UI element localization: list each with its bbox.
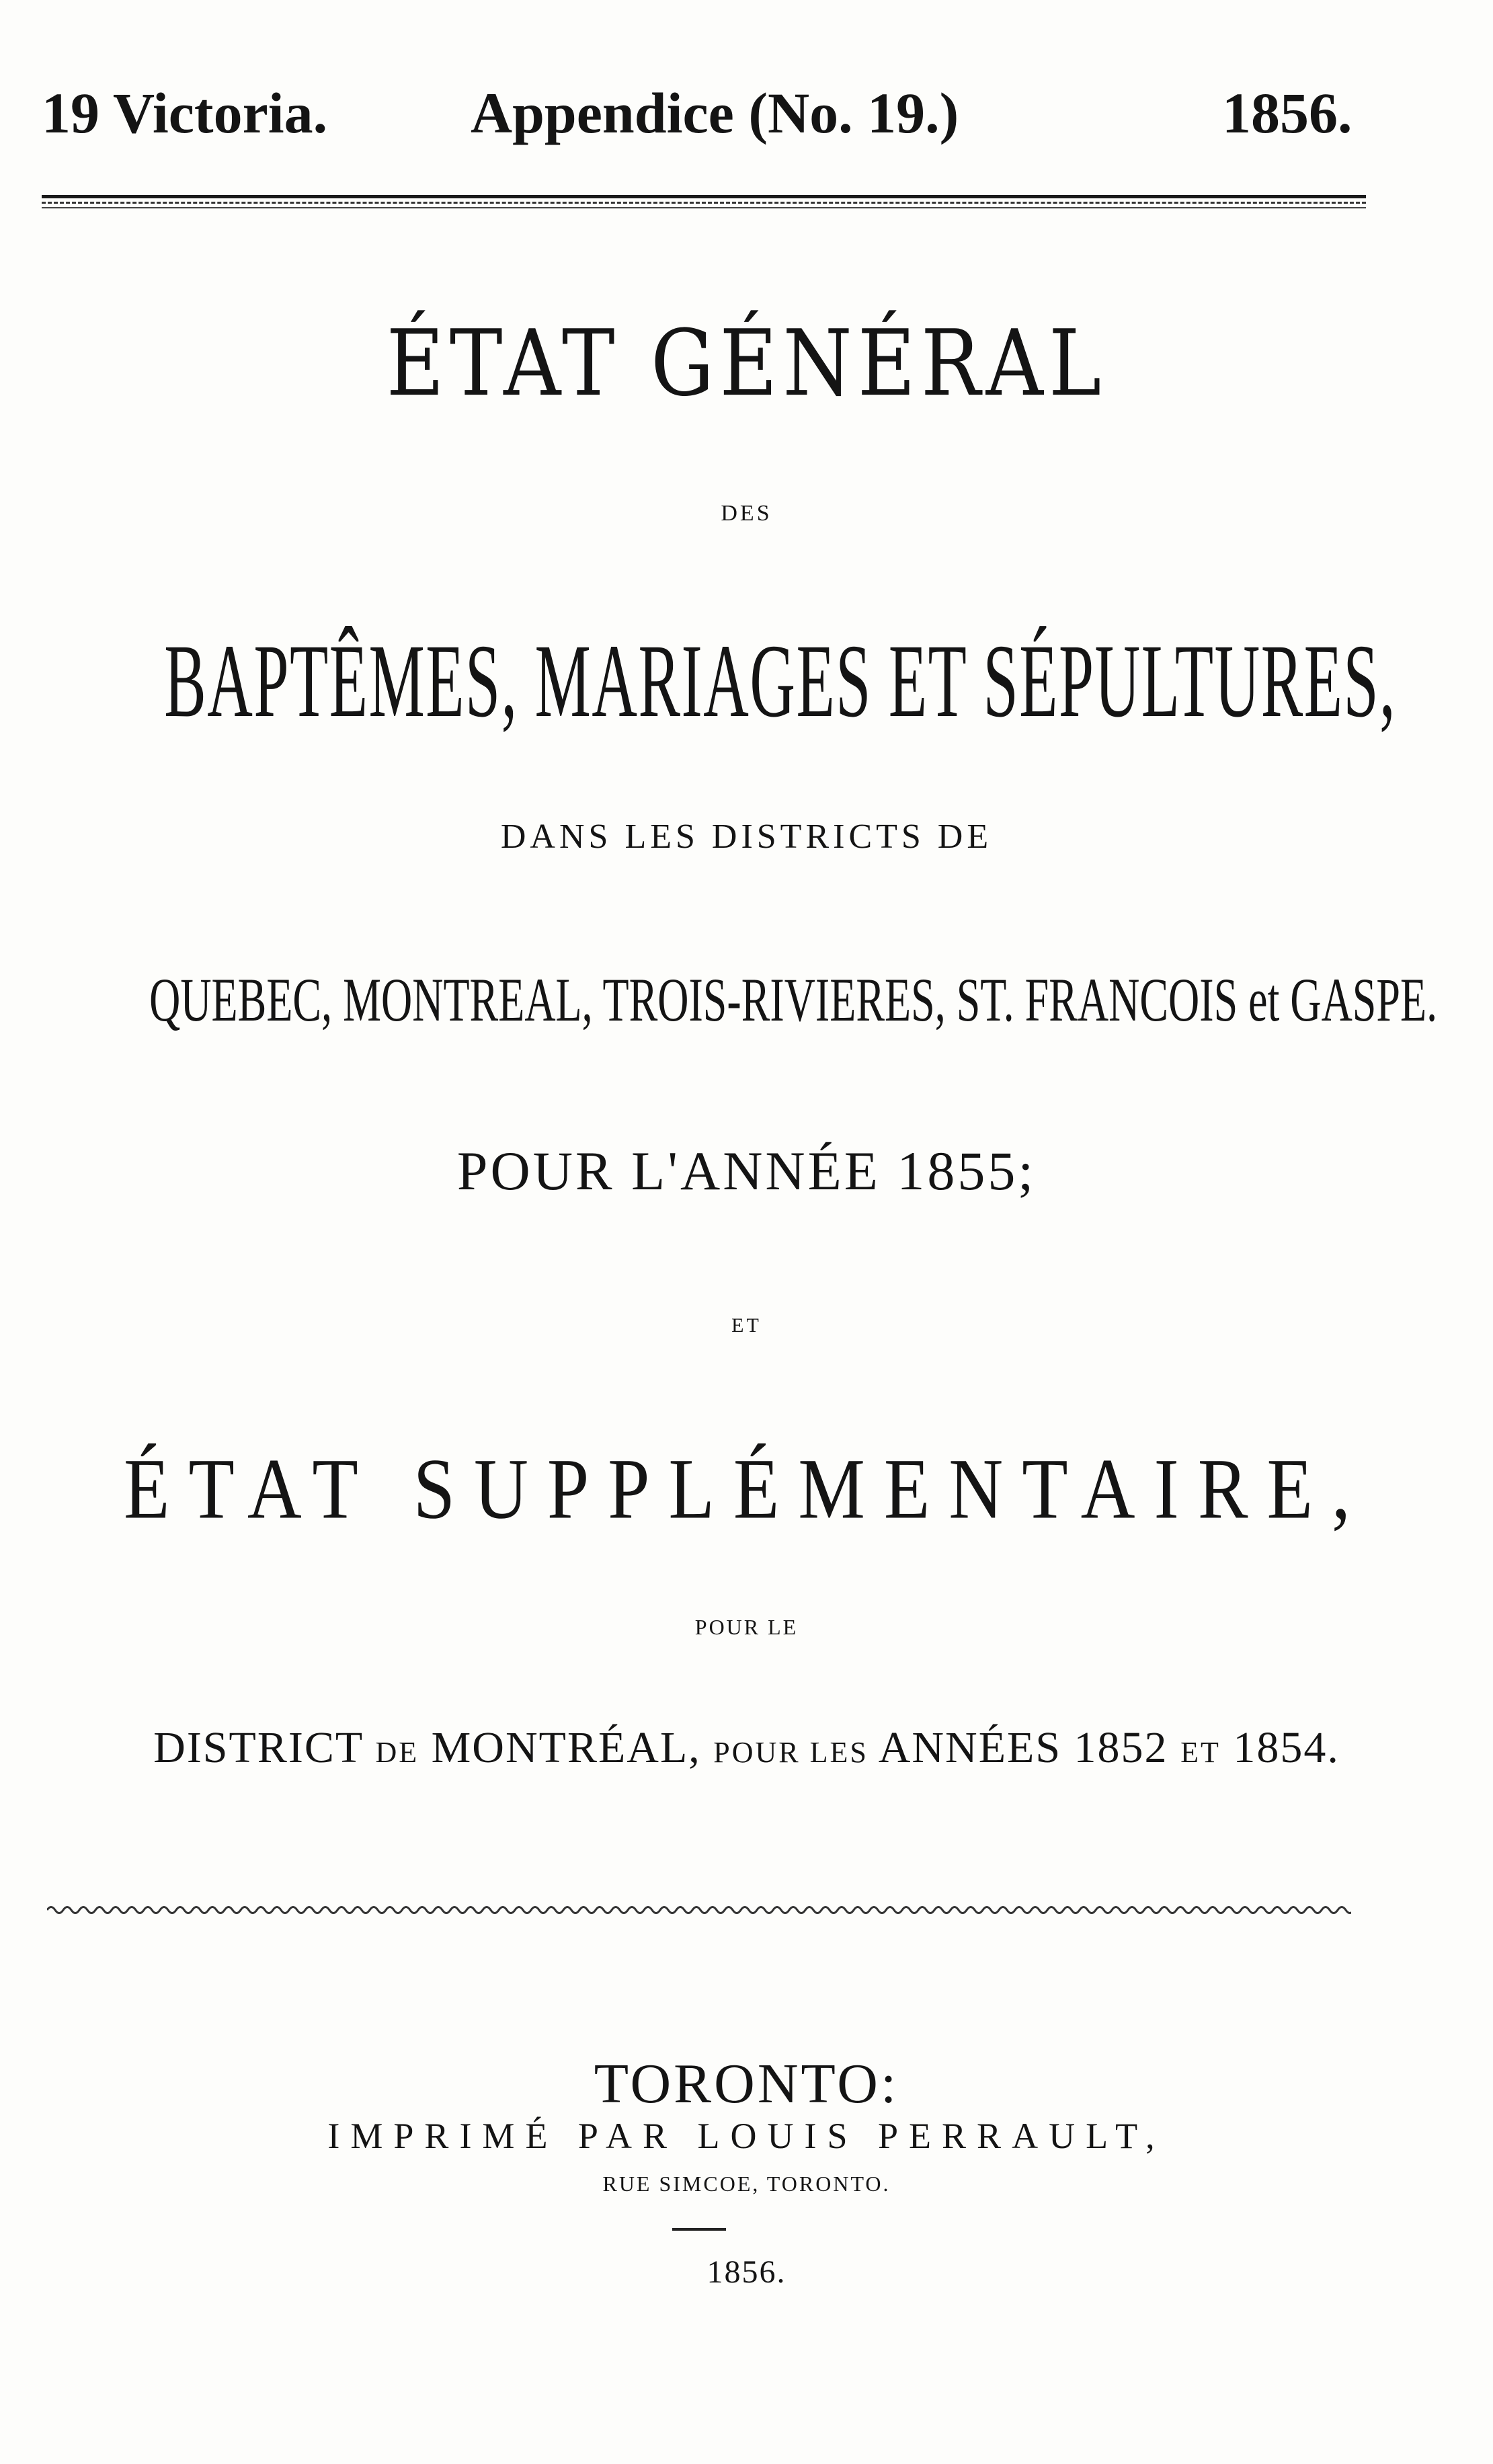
district-de: DE — [375, 1736, 419, 1769]
imprint-year: 1856. — [707, 2254, 786, 2290]
title-des: DES — [721, 501, 772, 526]
title-year-line: POUR L'ANNÉE 1855; — [456, 1140, 1037, 1201]
imprint-short-rule — [672, 2228, 726, 2231]
header-regnal-year: 19 Victoria. — [42, 81, 328, 145]
district-annees: ANNÉES 1852 — [878, 1723, 1168, 1772]
district-pour-les: POUR LES — [713, 1736, 869, 1769]
district-montreal: MONTRÉAL, — [431, 1723, 701, 1772]
imprint-street: RUE SIMCOE, TORONTO. — [602, 2172, 891, 2196]
title-pour-le: POUR LE — [694, 1615, 799, 1639]
header-rule-thin — [42, 207, 1366, 208]
imprint-city: TORONTO: — [594, 2053, 899, 2115]
title-etat-general: ÉTAT GÉNÉRAL — [386, 309, 1107, 417]
title-dans-les-districts: DANS LES DISTRICTS DE — [500, 818, 993, 856]
header-rule-dashed — [42, 202, 1366, 204]
header-rule — [42, 195, 1366, 198]
title-district-list: QUEBEC, MONTREAL, TROIS-RIVIERES, ST. FRANCOIS et GASPE. — [149, 966, 1438, 1035]
title-district-montreal-line — [0, 1721, 1493, 1780]
header-appendix-number: Appendice (No. 19.) — [471, 81, 959, 145]
title-subject: BAPTÊMES, MARIAGES ET SÉPULTURES, — [164, 622, 1397, 739]
district-word: DISTRICT — [153, 1723, 363, 1772]
header-year: 1856. — [1222, 81, 1353, 145]
title-et: ET — [731, 1314, 762, 1337]
district-et: ET — [1180, 1736, 1221, 1769]
title-etat-supplementaire: ÉTAT SUPPLÉMENTAIRE, — [124, 1441, 1369, 1538]
district-year-end: 1854. — [1233, 1723, 1340, 1772]
imprint-printer: IMPRIMÉ PAR LOUIS PERRAULT, — [327, 2116, 1166, 2156]
wavy-divider — [47, 1900, 1351, 1920]
